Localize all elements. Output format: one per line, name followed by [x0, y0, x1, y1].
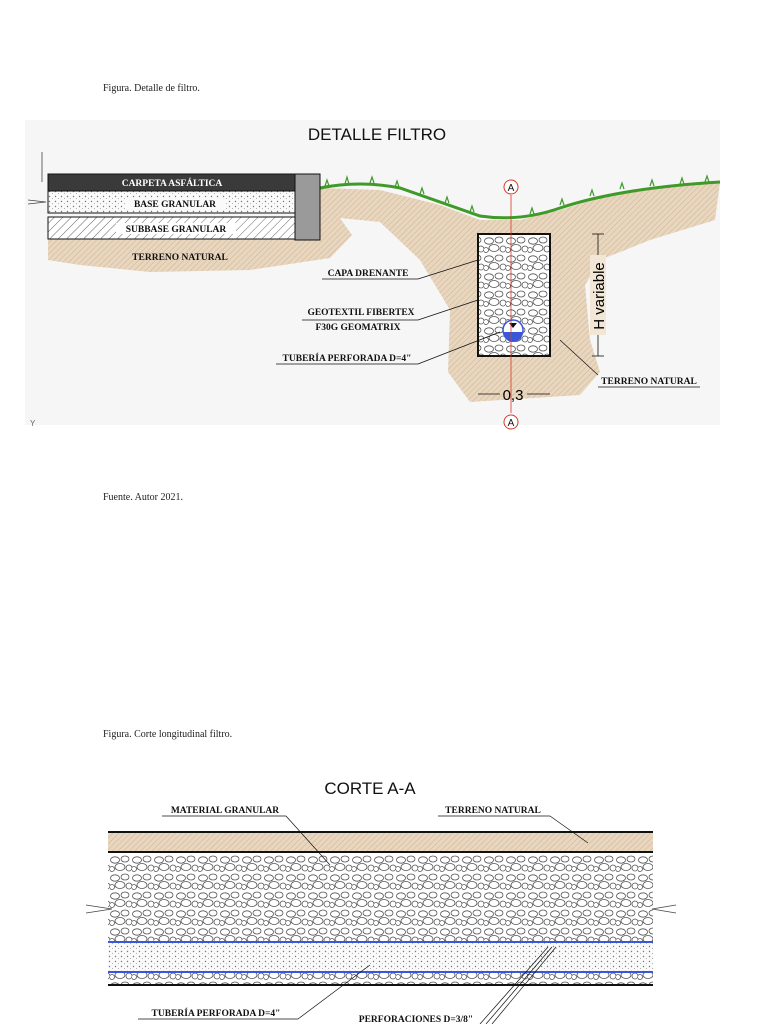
svg-text:A: A — [507, 183, 515, 194]
label-terreno-right: TERRENO NATURAL — [601, 377, 697, 387]
label-carpeta: CARPETA ASFÁLTICA — [121, 179, 223, 189]
label-material-granular: MATERIAL GRANULAR — [170, 806, 280, 816]
label-geotextil-2: F30G GEOMATRIX — [315, 323, 401, 333]
detalle-filtro-drawing — [0, 110, 768, 440]
label-capa-drenante: CAPA DRENANTE — [327, 269, 409, 279]
label-terreno-left: TERRENO NATURAL — [132, 253, 228, 263]
label-terreno-natural: TERRENO NATURAL — [445, 806, 541, 816]
curb — [295, 174, 320, 240]
terreno-natural-band — [108, 832, 653, 852]
label-tuberia-perforada: TUBERÍA PERFORADA D=4" — [151, 1009, 281, 1019]
svg-text:Y: Y — [30, 419, 36, 428]
figure-title-2: CORTE A-A — [324, 779, 416, 798]
label-base: BASE GRANULAR — [133, 200, 217, 210]
svg-text:A: A — [507, 418, 515, 429]
label-tuberia: TUBERÍA PERFORADA D=4" — [282, 354, 412, 364]
tuberia-band — [108, 942, 653, 972]
figure-caption-2: Figura. Corte longitudinal filtro. — [103, 729, 233, 740]
label-width: 0,3 — [502, 387, 524, 404]
figure-title: DETALLE FILTRO — [307, 125, 447, 144]
figure-source: Fuente. Autor 2021. — [103, 492, 183, 503]
label-subbase: SUBBASE GRANULAR — [125, 225, 227, 235]
label-perforaciones: PERFORACIONES D=3/8" — [358, 1015, 474, 1024]
figure-caption: Figura. Detalle de filtro. — [103, 83, 200, 94]
label-h-variable: H variable — [591, 262, 608, 330]
material-granular-body — [108, 854, 653, 942]
corte-aa-drawing — [0, 765, 768, 1024]
label-geotextil-1: GEOTEXTIL FIBERTEX — [307, 308, 415, 318]
